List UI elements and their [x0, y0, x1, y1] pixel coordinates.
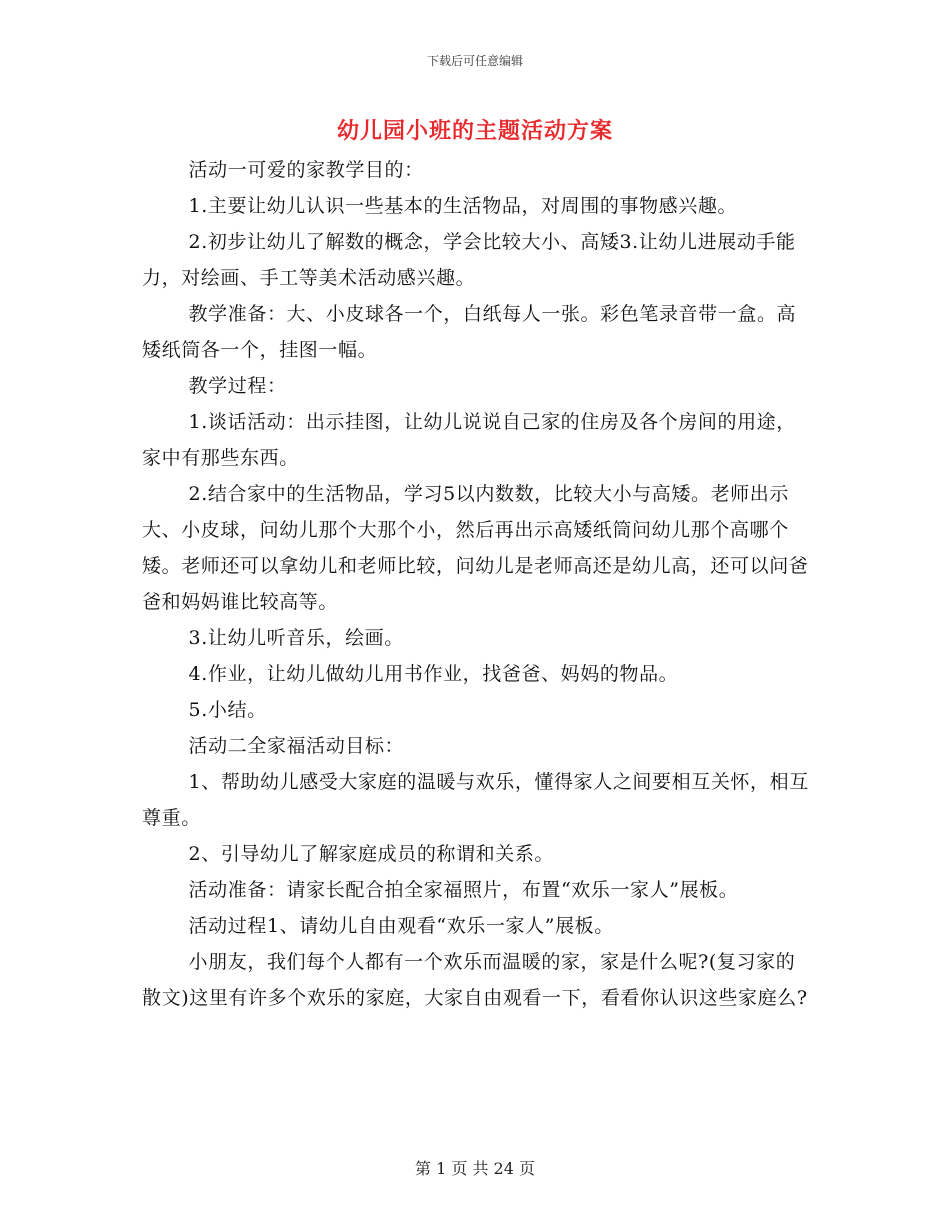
paragraph-goal-1: 1.主要让幼儿认识一些基本的生活物品，对周围的事物感兴趣。 [188, 195, 738, 217]
paragraph-target-1: 1、帮助幼儿感受大家庭的温暖与欢乐，懂得家人之间要相互关怀，相互尊重。 [142, 771, 809, 829]
paragraph-step-1: 1.谈话活动：出示挂图，让幼儿说说自己家的住房及各个房间的用途，家中有那些东西。 [142, 411, 796, 469]
paragraph-activity-process: 活动过程1、请幼儿自由观看“欢乐一家人”展板。 [188, 915, 614, 937]
paragraph-step-3: 3.让幼儿听音乐，绘画。 [188, 627, 404, 649]
paragraph-activity-prep: 活动准备：请家长配合拍全家福照片，布置“欢乐一家人”展板。 [188, 879, 739, 901]
paragraph-closing: 小朋友，我们每个人都有一个欢乐而温暖的家，家是什么呢?(复习家的散文)这里有许多个欢乐的家庭，大家自由观看一下，看看你认识这些家庭么? [142, 951, 808, 1009]
paragraph-step-2: 2.结合家中的生活物品，学习5以内数数，比较大小与高矮。老师出示大、小皮球，问幼儿那个大那个小，然后再出示高矮纸筒问幼儿那个高哪个矮。老师还可以拿幼儿和老师比较，问幼儿是老师高还是幼儿高，还可以问爸爸和妈妈谁比较高等。 [142, 483, 809, 613]
page-number: 第 1 页 共 24 页 [415, 1159, 535, 1178]
paragraph-teaching-process: 教学过程： [188, 375, 287, 397]
paragraph-activity-two: 活动二全家福活动目标： [188, 735, 405, 757]
paragraph-step-4: 4.作业，让幼儿做幼儿用书作业，找爸爸、妈妈的物品。 [188, 663, 679, 685]
page-header-note: 下载后可任意编辑 [426, 54, 523, 68]
paragraph-step-5: 5.小结。 [188, 699, 267, 721]
paragraph-target-2: 2、引导幼儿了解家庭成员的称谓和关系。 [188, 843, 555, 865]
paragraph-goal-2: 2.初步让幼儿了解数的概念，学会比较大小、高矮3.让幼儿进展动手能力，对绘画、手工等美术活动感兴趣。 [142, 231, 796, 289]
document-body [142, 152, 812, 1016]
paragraph-teaching-prep: 教学准备：大、小皮球各一个，白纸每人一张。彩色笔录音带一盒。高矮纸筒各一个，挂图一幅。 [142, 303, 797, 361]
document-title: 幼儿园小班的主题活动方案 [336, 118, 613, 144]
paragraph-activity-one: 活动一可爱的家教学目的： [188, 159, 424, 181]
